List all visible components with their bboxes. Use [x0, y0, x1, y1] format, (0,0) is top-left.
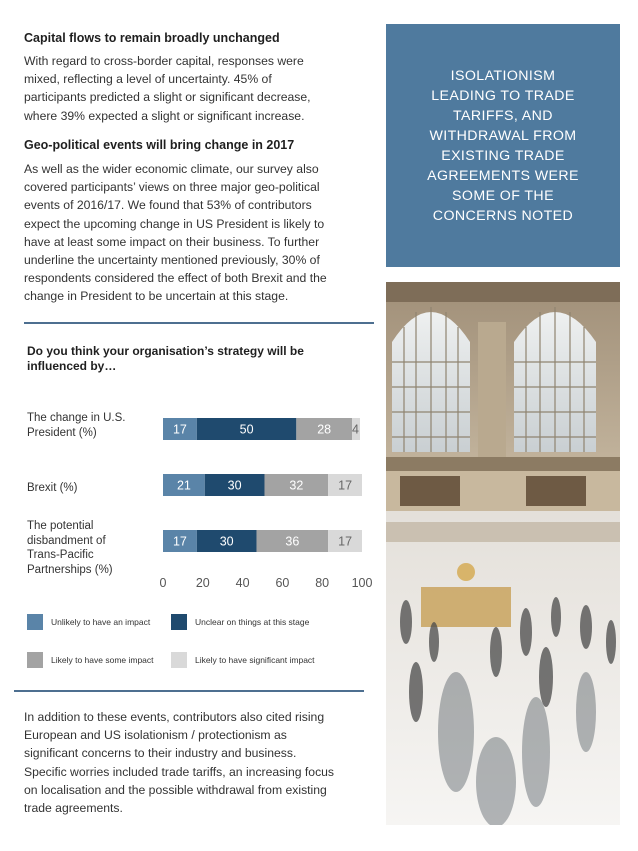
category-label-line: The change in U.S.	[27, 412, 126, 424]
bar-value-label: 17	[172, 422, 187, 437]
legend-label: Likely to have some impact	[51, 655, 154, 665]
callout-line: SOME OF THE	[452, 188, 554, 204]
bar-value-label: 32	[289, 478, 304, 493]
text-line: mixed, reflecting a level of uncertainty. 45% of	[24, 72, 272, 87]
bar-value-label: 17	[172, 534, 187, 549]
category-label-line: Partnerships (%)	[27, 563, 113, 576]
x-axis-tick-label: 20	[195, 576, 210, 590]
text-line: on localisation and the possible withdrawal from existing	[24, 782, 327, 797]
chart-title: Do you think your organisation’s strategy will be influenced by…	[27, 344, 304, 373]
legend-item-unclear	[171, 614, 309, 630]
text-line: covered participants’ views on three major geo-political	[24, 180, 320, 195]
bar-value-label: 28	[317, 422, 332, 437]
legend-swatch	[171, 652, 187, 668]
legend-swatch	[27, 614, 43, 630]
callout-line: ISOLATIONISM	[450, 68, 556, 84]
legend-label: Likely to have significant impact	[195, 655, 315, 665]
bar-value-label: 36	[285, 534, 300, 549]
x-axis-tick-label: 40	[235, 576, 250, 590]
callout-line: AGREEMENTS WERE	[427, 168, 579, 184]
bar-value-label: 30	[227, 478, 242, 493]
callout-line: CONCERNS NOTED	[432, 208, 574, 224]
text-line: trade agreements.	[24, 801, 123, 816]
section-heading-geopolitical: Geo-political events will bring change in 2017	[24, 138, 295, 152]
paragraph-isolationism	[24, 708, 376, 817]
x-axis-tick-label: 100	[351, 576, 373, 590]
callout-line: WITHDRAWAL FROM	[429, 128, 577, 144]
legend-item-unlikely	[27, 614, 150, 630]
category-label-line: disbandment of	[27, 534, 106, 547]
callout-line: TARIFFS, AND	[453, 108, 553, 124]
x-axis-tick-label: 60	[275, 576, 290, 590]
text-line: Specific worries included trade tariffs, an increasing focus	[24, 764, 335, 779]
text-line: respondents considered the effect of both Brexit and the	[24, 271, 327, 286]
text-line: With regard to cross-border capital, responses were	[24, 54, 304, 68]
legend-item-significant-impact	[171, 652, 315, 668]
bar-value-label: 17	[338, 534, 353, 549]
legend-label: Unclear on things at this stage	[195, 617, 310, 627]
text-line: European and US isolationism / protectionism as	[24, 728, 287, 743]
divider-bottom	[14, 690, 364, 692]
text-line: expect the upcoming change in US President is likely to	[24, 216, 325, 231]
text-line: have at least some impact on their business. To further	[24, 234, 320, 249]
text-line: As well as the wider economic climate, our survey also	[24, 162, 319, 176]
legend-swatch	[27, 652, 43, 668]
category-label-line: The potential	[27, 520, 94, 532]
bar-value-label: 30	[219, 534, 234, 549]
callout-line: EXISTING TRADE	[441, 148, 565, 164]
section-heading-capital-flows: Capital flows to remain broadly unchanged	[24, 31, 280, 45]
x-axis-tick-label: 80	[315, 576, 330, 590]
text-line: events of 2016/17. We found that 53% of contributors	[24, 198, 312, 213]
text-line: participants predicted a slight or significant decrease,	[24, 90, 311, 105]
bar-value-label: 17	[338, 478, 353, 493]
bar-value-label: 50	[239, 422, 254, 437]
legend-label: Unlikely to have an impact	[51, 617, 151, 627]
x-axis-tick-label: 0	[159, 576, 167, 590]
legend-item-some-impact	[27, 652, 154, 668]
legend-swatch	[171, 614, 187, 630]
category-label-line: Brexit (%)	[27, 482, 78, 494]
bar-value-label: 4	[352, 422, 360, 437]
callout-line: LEADING TO TRADE	[431, 88, 575, 104]
text-line: significant concerns to their industry and business.	[24, 746, 297, 761]
bar-value-label: 21	[176, 478, 191, 493]
text-line: underline the uncertainty mentioned previously, 30% of	[24, 253, 320, 268]
text-line: change in President to be uncertain at this stage.	[24, 289, 289, 304]
category-label-line: Trans-Pacific	[27, 549, 94, 561]
category-label-line: President (%)	[27, 426, 97, 439]
text-line: In addition to these events, contributors also cited rising	[24, 710, 325, 724]
text-line: where 39% expected a slight or significant increase.	[24, 108, 305, 123]
